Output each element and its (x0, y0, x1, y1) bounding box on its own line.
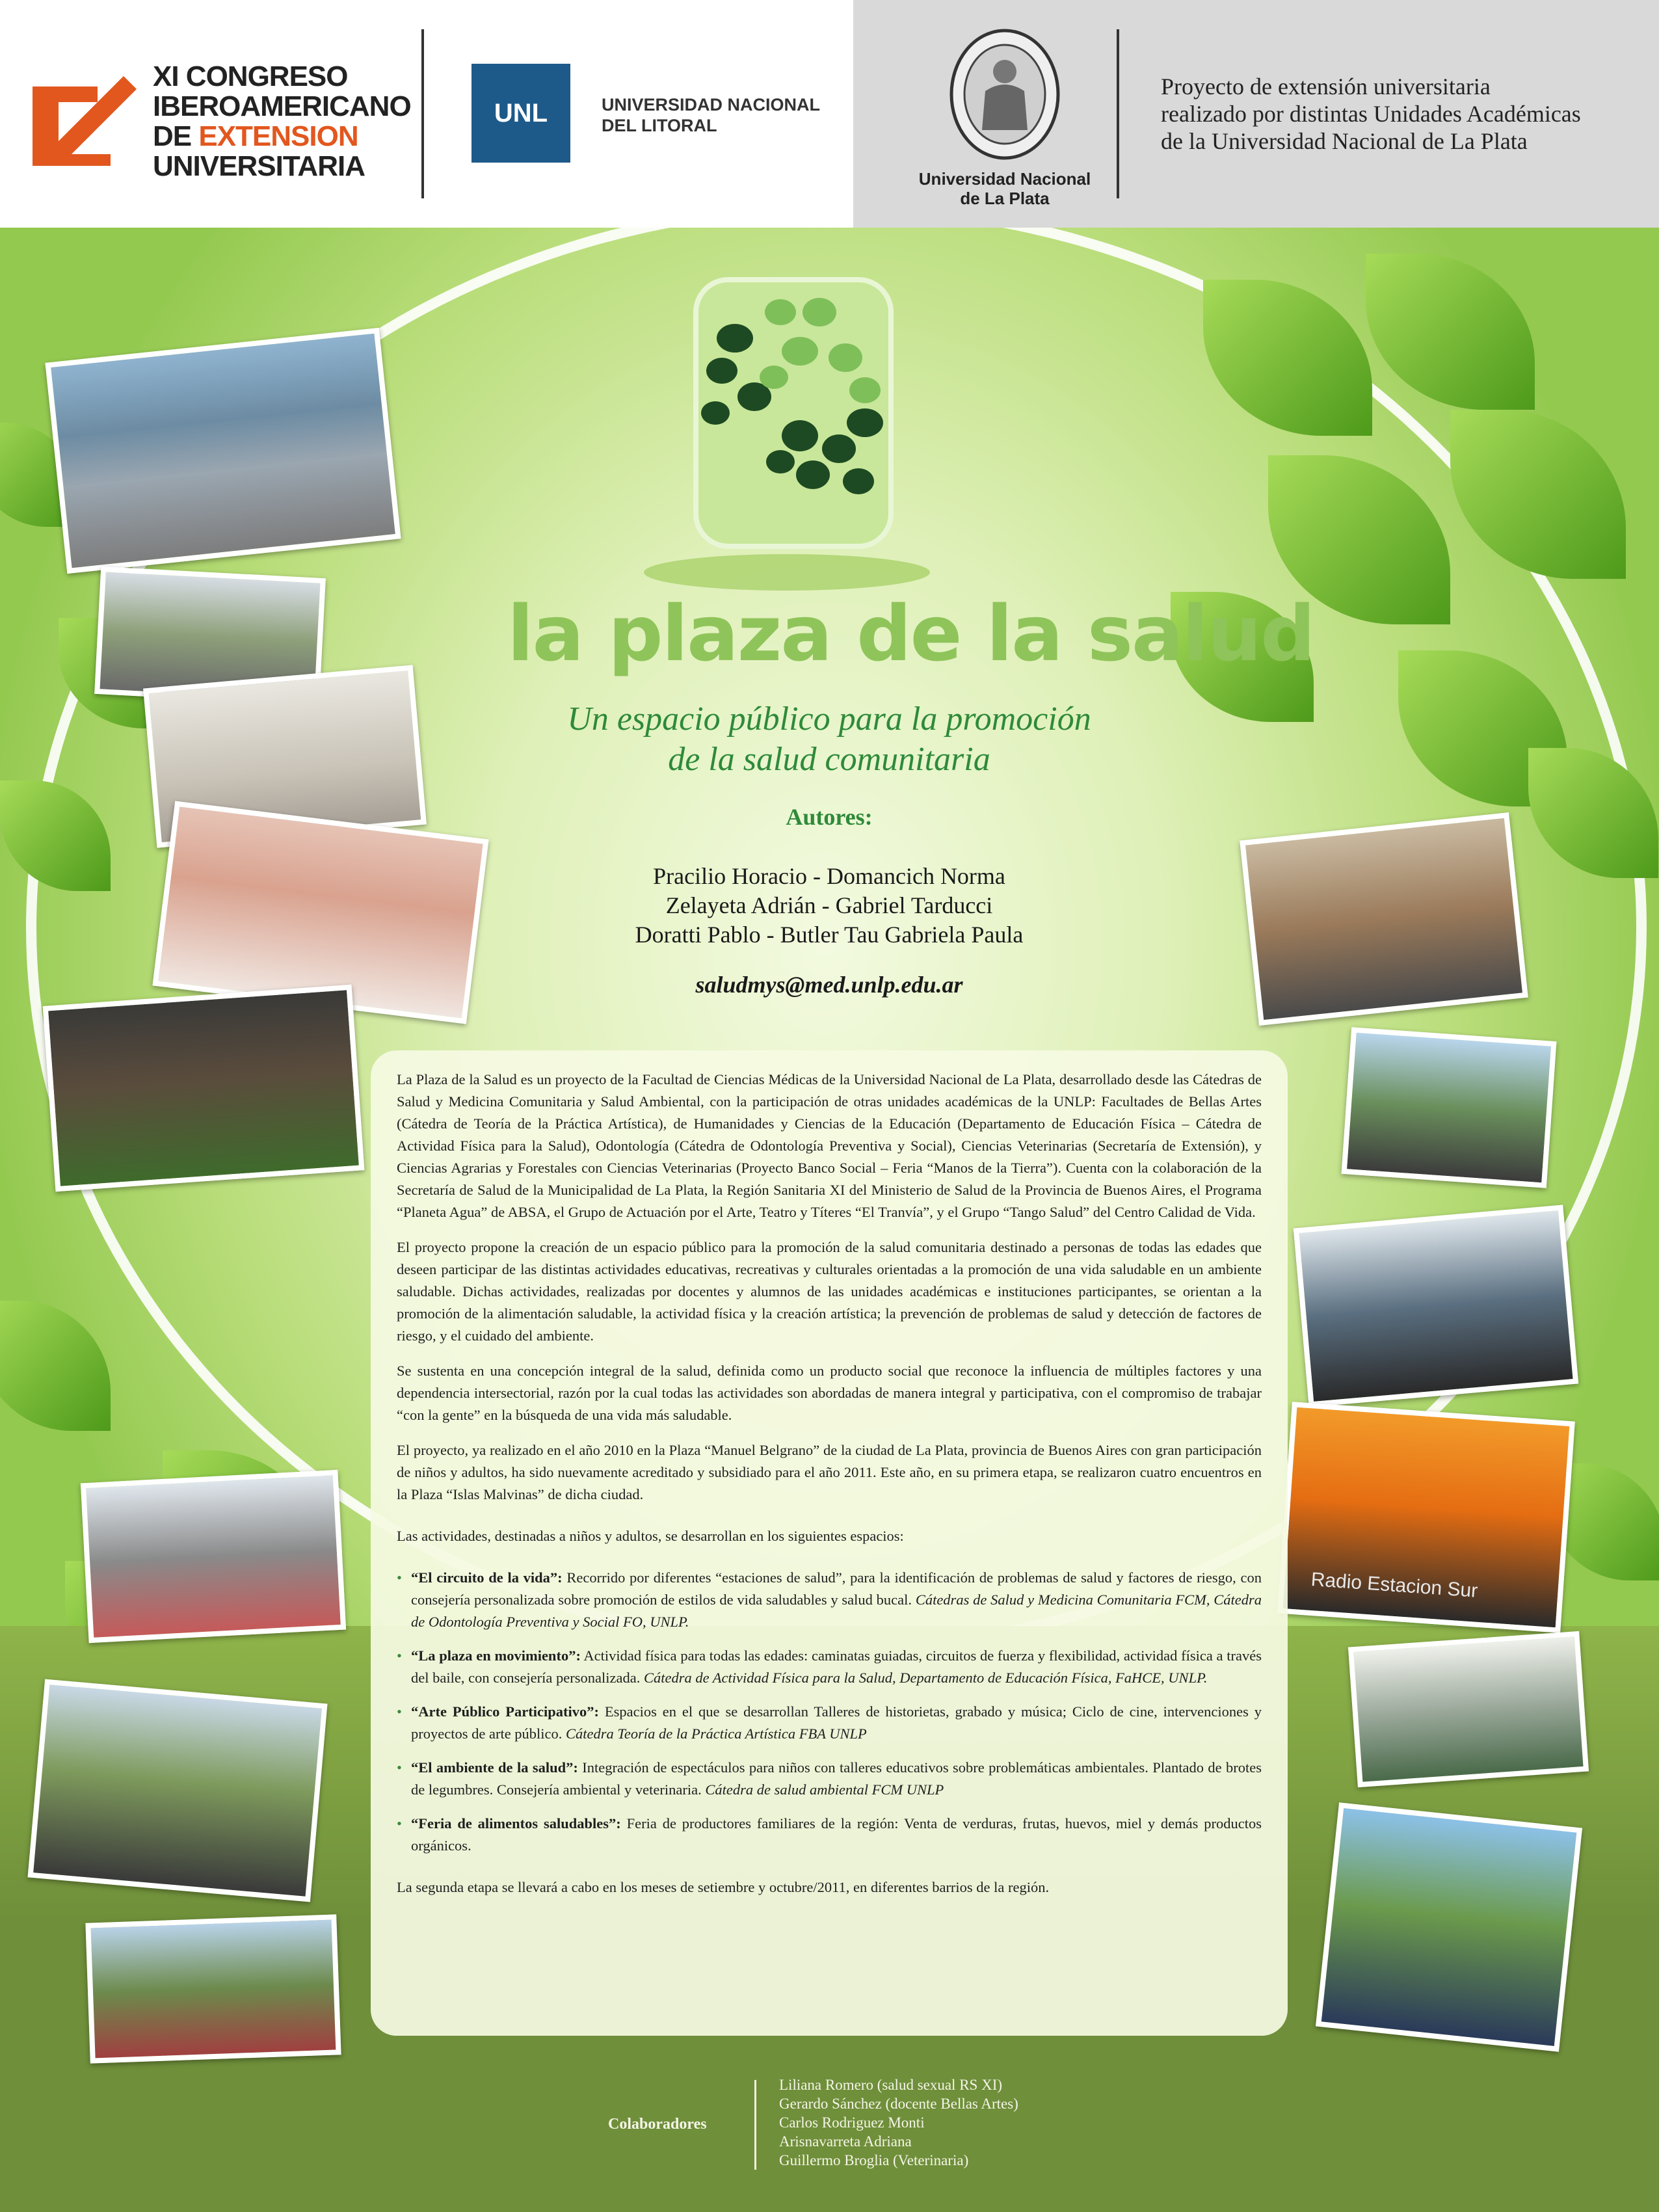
paragraph-2: El proyecto propone la creación de un espacio público para la promoción de la salud comunitaria destinado a personas de todas las edades que deseen participar de las distintas actividades educativas, recreativas y culturales orientadas a la promoción de una vida saludable en un ambiente saludable. Dichas actividades, realizadas por docentes y alumnos de las unidades académicas e instituciones participantes, se orientan a la promoción de la alimentación saludable, la actividad física y la creación artística; la prevención de problemas de salud y detección de factores de riesgo, y el cuidado del ambiente. (397, 1239, 1262, 1344)
leaves-app-icon (585, 267, 989, 605)
photo-table-activity (1348, 1631, 1589, 1787)
autores-heading: Autores: (786, 804, 873, 830)
project-description: Proyecto de extensión universitaria realizado por distintas Unidades Académicas de la Universidad Nacional de La Plata (1161, 73, 1581, 154)
photo-health-checkup (1294, 1205, 1578, 1407)
autor-line: Pracilio Horacio - Domancich Norma (653, 863, 1005, 889)
photo-info-stand (1342, 1027, 1557, 1188)
activities-list (397, 1567, 1262, 1857)
header-divider-2 (1117, 29, 1119, 198)
congreso-arrow-logo (33, 62, 137, 166)
unlp-seal-icon (946, 26, 1063, 163)
paragraph-1: La Plaza de la Salud es un proyecto de la Facultad de Ciencias Médicas de la Universidad Nacional de La Plata, desarrollado desde las Cátedras de Salud y Medicina Comunitaria y Salud Ambiental, con la participación de otras unidades académicas de la UNLP: Facultades de Bellas Artes (Cátedra de Teoría de la Práctica Artística), de Humanidades y Ciencias de la Educación (Departamento de Educación Física – Cátedra de Actividad Física para la Salud), Odontología (Cátedra de Odontología Preventiva y Social), Ciencias Veterinarias (Secretaría de Extensión), y Ciencias Agrarias y Forestales con Ciencias Veterinarias (Proyecto Banco Social – Feria “Manos de la Tierra”). Cuenta con la colaboración de la Secretaría de Salud de la Municipalidad de La Plata, la Región Sanitaria XI del Ministerio de Salud de la Provincia de Buenos Aires, el Programa “Planeta Agua” de ABSA, el Grupo de Actuación por el Arte, Teatro y Títeres “El Tranvía”, y el Grupo “Tango Salud” del Centro Calidad de Vida. (397, 1071, 1262, 1220)
poster-subtitle: Un espacio público para la promoción de la salud comunitaria (567, 700, 1091, 778)
leaf-decoration (0, 1301, 111, 1431)
paragraph-5: Las actividades, destinadas a niños y adultos, se desarrollan en los siguientes espacios: (397, 1528, 904, 1544)
header-divider (421, 29, 424, 198)
colaborador-item: Liliana Romero (salud sexual RS XI) (779, 2077, 1003, 2093)
colaborador-item: Arisnavarreta Adriana (779, 2133, 912, 2150)
activity-item: • “El ambiente de la salud”: Integración de espectáculos para niños con talleres educativos sobre problemáticas ambientales. Plantado de brotes de legumbres. Consejería ambiental y veterinaria. Cátedra de salud ambiental FCM UNLP (397, 1757, 1262, 1801)
congreso-line-3: DE EXTENSION (153, 120, 358, 152)
unl-name: UNIVERSIDAD NACIONAL DEL LITORAL (602, 95, 821, 135)
activity-item: • “La plaza en movimiento”: Actividad física para todas las edades: caminatas guiadas, circuitos de fuerza y flexibilidad, actividad física a través del baile, con consejería personalizada. Cátedra de Actividad Física para la Salud, Departamento de Educación Física, FaHCE, UNLP. (397, 1645, 1262, 1689)
photo-acrobat-show (1316, 1802, 1582, 2051)
colaborador-item: Carlos Rodriguez Monti (779, 2114, 925, 2131)
header (0, 0, 1659, 228)
colaborador-item: Gerardo Sánchez (docente Bellas Artes) (779, 2096, 1018, 2112)
photo-dance-performance (1240, 812, 1528, 1026)
colaboradores-divider (754, 2080, 756, 2170)
photo-stilts-performance (45, 328, 401, 574)
congreso-logo-text (153, 62, 411, 181)
congreso-line-4: UNIVERSITARIA (153, 150, 365, 182)
paragraph-6: La segunda etapa se llevará a cabo en los meses de setiembre y octubre/2011, en diferentes barrios de la región. (397, 1879, 1050, 1895)
congreso-line-2: IBEROAMERICANO (153, 90, 411, 122)
congreso-line-1: XI CONGRESO (153, 60, 348, 92)
photo-food-fair (85, 1914, 341, 2063)
activity-item: • “El circuito de la vida”: Recorrido por diferentes “estaciones de salud”, para la identificación de problemas de salud y factores de riesgo, con consejería personalizada sobre promoción de estilos de vida saludables y salud bucal. Cátedras de Salud y Medicina Comunitaria FCM, Cátedra de Odontología Preventiva y Social FO, UNLP. (397, 1567, 1262, 1633)
contact-email[interactable]: saludmys@med.unlp.edu.ar (695, 972, 963, 998)
colaborador-item: Guillermo Broglia (Veterinaria) (779, 2152, 969, 2168)
colaboradores-list (779, 2075, 1018, 2170)
unl-logo: UNL (471, 64, 570, 163)
paragraph-3: Se sustenta en una concepción integral de la salud, definida como un producto social que reconoce la influencia de múltiples factores y una dependencia intersectorial, razón por la cual todas las actividades son abordadas de manera integral y participativa, con el compromiso de trabajar “con la gente” en la búsqueda de una vida más saludable. (397, 1363, 1262, 1423)
activity-item: • “Arte Público Participativo”: Espacios en el que se desarrollan Talleres de historietas, grabado y música; Ciclo de cine, intervenciones y proyectos de arte público. Cátedra Teoría de la Práctica Artística FBA UNLP (397, 1701, 1262, 1745)
leaf-decoration (1366, 254, 1535, 410)
photo-radio-tent (1277, 1402, 1575, 1633)
activity-item: • “Feria de alimentos saludables”: Feria de productores familiares de la región: Venta de verduras, frutas, huevos, miel y demás productos orgánicos. (397, 1813, 1262, 1857)
autor-line: Doratti Pablo - Butler Tau Gabriela Paula (635, 922, 1024, 948)
photo-crowd-plaza (81, 1470, 346, 1643)
photo-acrobats (27, 1679, 327, 1902)
unlp-name: Universidad Nacional de La Plata (918, 169, 1091, 208)
colaboradores-heading: Colaboradores (608, 2116, 707, 2133)
main-text-box (371, 1050, 1288, 2036)
autores-list (520, 862, 1138, 950)
paragraph-4: El proyecto, ya realizado en el año 2010 en la Plaza “Manuel Belgrano” de la ciudad de La Plata, provincia de Buenos Aires con gran participación de niños y adultos, ha sido nuevamente acreditado y subsidiado para el año 2011. Este año, en su primera etapa, se realizaron cuatro encuentros en la Plaza “Islas Malvinas” de dicha ciudad. (397, 1442, 1262, 1502)
autor-line: Zelayeta Adrián - Gabriel Tarducci (665, 892, 993, 918)
photo-seedlings-table (43, 985, 365, 1192)
poster-title: la plaza de la salud (507, 589, 1314, 678)
radio-sign-text: Radio Estacion Sur (1310, 1568, 1479, 1602)
